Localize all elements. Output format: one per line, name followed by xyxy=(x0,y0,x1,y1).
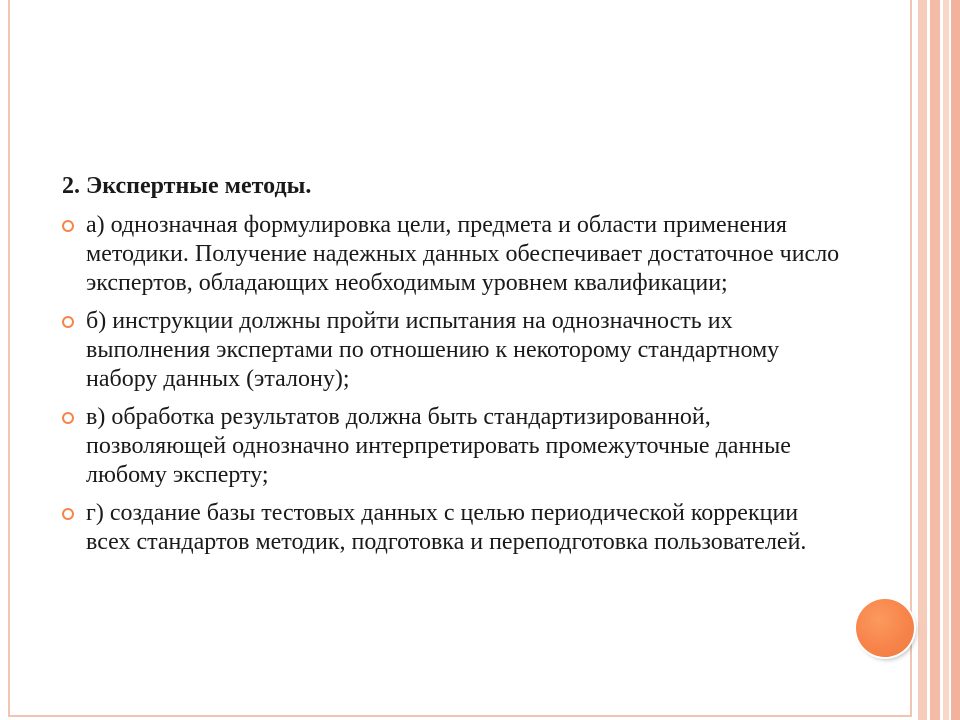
list-item-text: в) обработка результатов должна быть стандартизированной, позволяющей однозначно интерпретировать промежуточные данные любому эксперту; xyxy=(86,404,791,488)
list-item xyxy=(62,403,842,490)
circle-bullet-icon xyxy=(62,508,74,520)
circle-bullet-icon xyxy=(62,316,74,328)
decorative-stripes xyxy=(918,0,960,720)
stripe xyxy=(951,0,960,720)
list-item-text: б) инструкции должны пройти испытания на однозначность их выполнения экспертами по отношению к некоторому стандартному набору данных (эталону); xyxy=(86,308,780,392)
list-item xyxy=(62,307,842,394)
list-item xyxy=(62,499,842,557)
stripe xyxy=(943,0,949,720)
bullet-list xyxy=(62,211,842,557)
circle-bullet-icon xyxy=(62,220,74,232)
stripe xyxy=(918,0,927,720)
list-item-text: а) однозначная формулировка цели, предмета и области применения методики. Получение надежных данных обеспечивает достаточное число экспертов, обладающих необходимым уровнем квалификации; xyxy=(86,212,840,296)
list-item xyxy=(62,211,842,298)
circle-bullet-icon xyxy=(62,412,74,424)
slide-heading: 2. Экспертные методы. xyxy=(62,173,312,199)
list-item-text: г) создание базы тестовых данных с целью периодической коррекции всех стандартов методик, подготовка и переподготовка пользователей. xyxy=(86,500,807,555)
stripe xyxy=(930,0,940,720)
orange-circle-decoration xyxy=(856,599,914,657)
slide-content xyxy=(62,172,842,566)
